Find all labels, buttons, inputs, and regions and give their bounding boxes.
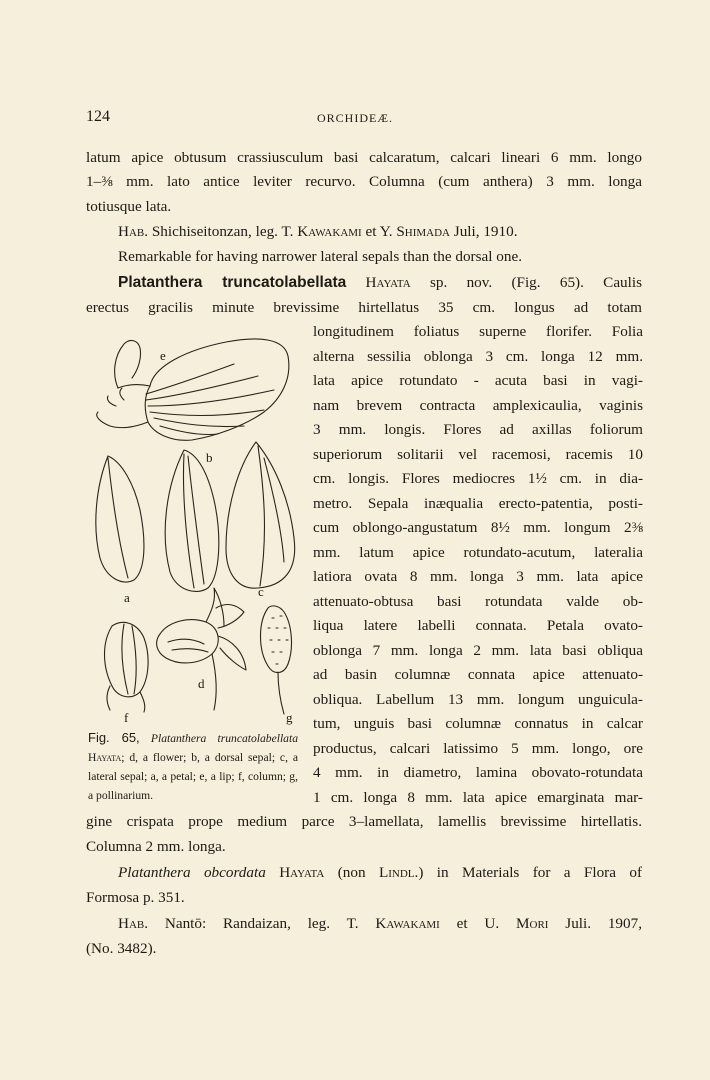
lip-drawing [97,339,289,440]
description-line: cum oblongo-angustatum 8½ mm. longum 2⅜ [313,519,643,536]
habitat-text: et U. [456,915,500,932]
habitat-line [86,220,642,244]
figure-letter-d: d [198,676,205,691]
figure-letter-e: e [160,348,166,363]
collector-name: Shimada [396,223,450,240]
collector-name: Kawakami [375,915,440,932]
description-line: 1 cm. longa 8 mm. lata apice emarginata mar- [313,788,643,806]
caption-species: Platanthera truncatolabellata [150,732,298,745]
synonym-text: ) in Materials for a Flora of [418,864,643,881]
collector-name: Mori [516,915,549,932]
description-line: oblonga 7 mm. longa 2 mm. lata basi obliqua [313,641,643,659]
habitat-line [86,912,642,936]
description-line: cm. longis. Flores mediocres 1½ cm. in dia- [313,470,643,487]
figure-letter-c: c [258,584,264,599]
description-line: ad basin columnæ connata apice attenuato- [313,666,643,683]
collector-name: Kawakami [297,223,362,240]
description-line: metro. Sepala inæqualia erecto-patentia, posti- [313,494,643,512]
description-line: mm. latum apice rotundato-acutum, lateralia [313,543,643,561]
figure-letter-f: f [124,710,129,725]
habitat-text: Juli. 1907, [565,915,643,932]
page-number: 124 [86,108,110,125]
description-line: alterna sessilia oblonga 3 cm. longa 12 mm. [313,347,643,365]
petal-drawing [96,456,144,582]
description-line: attenuato-obtusa basi rotundata valde ob- [313,592,643,610]
text-line: gine crispata prope medium parce 3–lamellata, lamellis brevissime hirtellatis. [86,813,642,830]
species-name: Platanthera truncatolabellata [118,274,347,291]
text-line: Formosa p. 351. [86,889,185,906]
habitat-text: Juli, 1910. [453,223,518,240]
habitat-text: et Y. [365,223,393,240]
text-line: erectus gracilis minute brevissime hirtellatus 35 cm. longus ad totam [86,299,642,316]
caption-author: Hayata [88,751,122,764]
synonym-text: (non [337,864,366,881]
description-line: superiorum solitarii vel racemosi, racemis 10 [313,445,643,463]
habitat-text: Nantō: Randaizan, leg. T. [164,915,359,932]
figure-letter-g: g [286,710,293,725]
caption-text: ; d, a flower; b, a dorsal sepal; c, a lateral sepal; a, a petal; e, a lip; f, column; g, a pollinarium. [88,751,298,802]
remark-line: Remarkable for having narrower lateral sepals than the dorsal one. [118,248,522,265]
lateral-sepal-drawing [226,442,295,588]
habitat-text: Shichiseitonzan, leg. T. [151,223,294,240]
text-line: totiusque lata. [86,198,172,215]
synonym-name: Platanthera obcordata [118,864,266,881]
dorsal-sepal-drawing [165,450,219,591]
description-line: 4 mm. in diametro, lamina obovato-rotundata [313,764,643,781]
text-line: 1–⅜ mm. lato antice leviter recurvo. Columna (cum anthera) 3 mm. longa [86,173,642,190]
running-head: ORCHIDEÆ. [316,111,393,125]
species-heading [86,271,642,295]
species-suffix: sp. nov. (Fig. 65). Caulis [429,274,642,291]
description-line: obliqua. Labellum 13 mm. longum unguicula- [313,690,643,708]
description-line: productus, calcari latissimo 5 mm. longo, ore [313,739,643,757]
synonym-line [86,861,642,885]
figure-letter-b: b [206,450,213,465]
pollinarium-drawing [261,606,292,714]
description-line: tum, unguis basi columnæ connatus in calcar [313,715,643,732]
synonym-author: Lindl. [378,864,419,881]
description-line: latiora ovata 8 mm. longa 3 mm. lata apice [313,568,643,585]
flower-drawing [157,588,246,710]
figure-number: Fig. 65, [88,730,140,745]
description-line: liqua latere labelli connata. Petala ovato- [313,617,643,634]
text-line: (No. 3482). [86,940,157,957]
text-line: Columna 2 mm. longa. [86,838,226,855]
species-author: Hayata [365,274,411,291]
description-line: 3 mm. longis. Flores ad axillas foliorum [313,421,643,438]
habitat-label: Hab. [118,915,149,932]
column-drawing [105,622,149,712]
description-line: nam brevem contracta amplexicaulia, vaginis [313,396,643,414]
figure-caption [88,728,298,805]
description-line: longitudinem foliatus superne florifer. Folia [313,323,643,340]
text-line: latum apice obtusum crassiusculum basi calcaratum, calcari lineari 6 mm. longo [86,149,642,166]
description-line: lata apice rotundato - acuta basi in vagi- [313,372,643,389]
synonym-author: Hayata [279,864,325,881]
figure-drawing [88,326,304,726]
botanical-figure [88,326,304,726]
habitat-label: Hab. [118,223,149,240]
figure-letter-a: a [124,590,130,605]
